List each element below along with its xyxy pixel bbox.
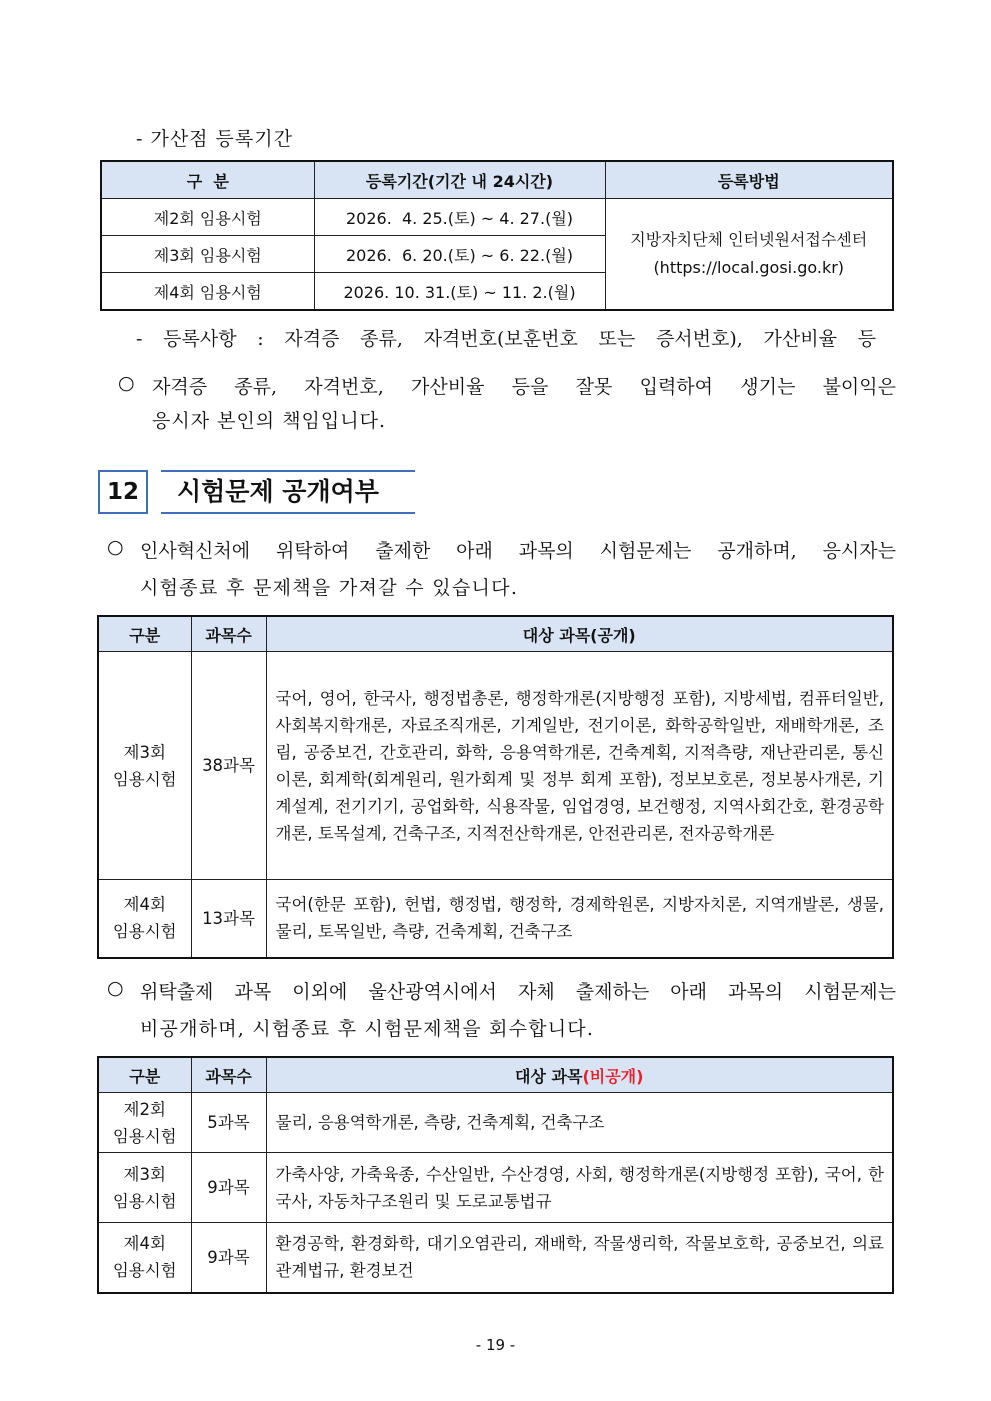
registration-heading: - 가산점 등록기간 bbox=[136, 128, 293, 150]
exam-name bbox=[98, 1153, 191, 1223]
header-category: 구 분 bbox=[101, 161, 314, 199]
page-number: - 19 - bbox=[475, 1336, 516, 1354]
exam-type: 임용시험 bbox=[112, 1261, 177, 1281]
method-name: 지방자치단체 인터넷원서접수센터 bbox=[630, 230, 868, 249]
exam-name: 제2회 임용시험 bbox=[101, 199, 314, 236]
subject-list: 국어(한문 포함), 헌법, 행정법, 행정학, 경제학원론, 지방자치론, 지역개발론, 생물, 물리, 토목일반, 측량, 건축계획, 건축구조 bbox=[266, 880, 893, 958]
private-bullet: ○ bbox=[107, 977, 124, 999]
method-url: (https://local.gosi.go.kr) bbox=[653, 258, 845, 277]
private-label: (비공개) bbox=[582, 1066, 644, 1086]
subject-count: 5과목 bbox=[191, 1093, 266, 1153]
registration-period: 2026. 6. 20.(토) ~ 6. 22.(월) bbox=[314, 236, 605, 273]
exam-round: 제4회 bbox=[123, 1234, 166, 1254]
registration-period-table bbox=[100, 160, 894, 311]
exam-type: 임용시험 bbox=[112, 769, 177, 789]
header-category: 구분 bbox=[98, 616, 191, 652]
public-intro-line-2: 시험종료 후 문제책을 가져갈 수 있습니다. bbox=[140, 577, 519, 599]
exam-type: 임용시험 bbox=[112, 1191, 177, 1211]
registration-period: 2026. 10. 31.(토) ~ 11. 2.(월) bbox=[314, 273, 605, 311]
exam-name bbox=[98, 1093, 191, 1153]
subject-list: 물리, 응용역학개론, 측량, 건축계획, 건축구조 bbox=[266, 1093, 893, 1153]
exam-round: 제4회 bbox=[123, 895, 166, 915]
subject-count: 9과목 bbox=[191, 1223, 266, 1293]
registration-items: - 등록사항 : 자격증 종류, 자격번호(보훈번호 또는 증서번호), 가산비율 등 bbox=[136, 328, 876, 350]
private-subjects-table bbox=[97, 1056, 894, 1294]
public-bullet: ○ bbox=[107, 536, 124, 558]
table-row bbox=[101, 199, 893, 236]
header-category: 구분 bbox=[98, 1057, 191, 1093]
subject-list: 가축사양, 가축육종, 수산일반, 수산경영, 사회, 행정학개론(지방행정 포함), 국어, 한국사, 자동차구조원리 및 도로교통법규 bbox=[266, 1153, 893, 1223]
private-intro-line-2: 비공개하며, 시험종료 후 시험문제책을 회수합니다. bbox=[140, 1018, 595, 1040]
table-row bbox=[98, 1223, 893, 1293]
registration-method bbox=[605, 199, 893, 311]
header-subjects-label: 대상 과목 bbox=[515, 1066, 583, 1086]
notice-bullet: ○ bbox=[118, 372, 135, 394]
header-count: 과목수 bbox=[191, 1057, 266, 1093]
table-row bbox=[98, 652, 893, 880]
exam-name: 제3회 임용시험 bbox=[101, 236, 314, 273]
header-method: 등록방법 bbox=[605, 161, 893, 199]
subject-list: 환경공학, 환경화학, 대기오염관리, 재배학, 작물생리학, 작물보호학, 공중보건, 의료관계법규, 환경보건 bbox=[266, 1223, 893, 1293]
subject-count: 13과목 bbox=[191, 880, 266, 958]
notice-line-1: 자격증 종류, 자격번호, 가산비율 등을 잘못 입력하여 생기는 불이익은 bbox=[152, 376, 896, 398]
exam-name bbox=[98, 1223, 191, 1293]
public-subjects-table bbox=[97, 615, 894, 959]
table-row bbox=[98, 1153, 893, 1223]
subject-count: 9과목 bbox=[191, 1153, 266, 1223]
header-period: 등록기간(기간 내 24시간) bbox=[314, 161, 605, 199]
exam-name bbox=[98, 880, 191, 958]
exam-type: 임용시험 bbox=[112, 922, 177, 942]
section-number: 12 bbox=[98, 470, 148, 514]
header-subjects: 대상 과목(공개) bbox=[266, 616, 893, 652]
exam-name: 제4회 임용시험 bbox=[101, 273, 314, 311]
exam-round: 제2회 bbox=[123, 1099, 166, 1119]
public-intro-line-1: 인사혁신처에 위탁하여 출제한 아래 과목의 시험문제는 공개하며, 응시자는 bbox=[140, 540, 896, 562]
header-count: 과목수 bbox=[191, 616, 266, 652]
registration-period: 2026. 4. 25.(토) ~ 4. 27.(월) bbox=[314, 199, 605, 236]
table-row bbox=[98, 1093, 893, 1153]
subject-list: 국어, 영어, 한국사, 행정법총론, 행정학개론(지방행정 포함), 지방세법, 컴퓨터일반, 사회복지학개론, 자료조직개론, 기계일반, 전기이론, 화학공학일반, 재배학개론, 조림, 공중보건, 간호관리, 화학, 응용역학개론, 건축계획, 지적측량, 재난관리론, 통신이론, 회계학(회계원리, 원가회계 및 정부 회계 포함), 정보보호론, 정보봉사개론, 기계설계, 전기기기, 공업화학, 식용작물, 임업경영, 보건행정, 지역사회간호, 환경공학개론, 토목설계, 건축구조, 지적전산학개론, 안전관리론, 전자공학개론 bbox=[266, 652, 893, 880]
subject-count: 38과목 bbox=[191, 652, 266, 880]
table-row bbox=[98, 880, 893, 958]
header-subjects bbox=[266, 1057, 893, 1093]
exam-type: 임용시험 bbox=[112, 1126, 177, 1146]
exam-round: 제3회 bbox=[123, 742, 166, 762]
notice-line-2: 응시자 본인의 책임입니다. bbox=[152, 410, 387, 432]
exam-name bbox=[98, 652, 191, 880]
exam-round: 제3회 bbox=[123, 1164, 166, 1184]
private-intro-line-1: 위탁출제 과목 이외에 울산광역시에서 자체 출제하는 아래 과목의 시험문제는 bbox=[140, 981, 896, 1003]
section-title: 시험문제 공개여부 bbox=[161, 470, 415, 514]
